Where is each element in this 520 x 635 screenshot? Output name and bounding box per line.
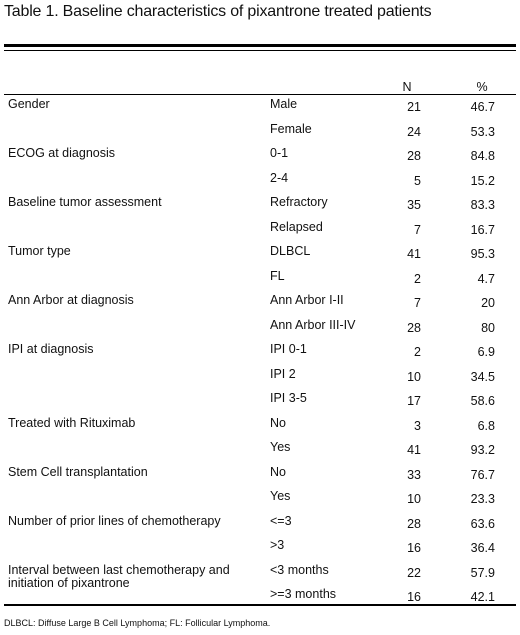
row-pct: 80 [481, 320, 495, 335]
row-n: 7 [414, 296, 421, 310]
row-n: 10 [407, 369, 421, 384]
row-pct: 42.1 [470, 590, 495, 604]
row-pct: 20 [481, 296, 495, 310]
row-category: 0-1 [270, 146, 289, 160]
row-pct: 58.6 [470, 394, 495, 408]
top-rule-thin [4, 50, 516, 51]
row-n: 21 [407, 100, 421, 114]
row-pct: 76.7 [470, 467, 495, 482]
row-n: 10 [407, 492, 421, 506]
row-label: Stem Cell transplantation [8, 464, 148, 479]
row-label: IPI at diagnosis [8, 342, 94, 356]
row-n: 24 [407, 124, 421, 139]
row-category: Yes [270, 489, 291, 503]
row-n: 2 [414, 271, 421, 286]
row-n: 33 [407, 467, 421, 482]
row-category: IPI 3-5 [270, 391, 307, 405]
row-category: Female [270, 121, 312, 136]
row-pct: 53.3 [470, 124, 495, 139]
row-label: Tumor type [8, 244, 71, 258]
table-footnote: DLBCL: Diffuse Large B Cell Lymphoma; FL: Follicular Lymphoma. [4, 618, 271, 628]
row-n: 17 [407, 394, 421, 408]
row-label: Interval between last chemotherapy and initiation of pixantrone [8, 562, 230, 590]
row-n: 22 [407, 565, 421, 580]
row-pct: 93.2 [470, 443, 495, 457]
row-n: 28 [407, 149, 421, 163]
header-rule [4, 94, 516, 95]
row-pct: 63.6 [470, 516, 495, 531]
row-category: Ann Arbor III-IV [270, 317, 356, 332]
row-category: IPI 0-1 [270, 342, 307, 356]
table-title: Table 1. Baseline characteristics of pixantrone treated patients [4, 3, 432, 20]
row-label: Baseline tumor assessment [8, 195, 162, 209]
row-n: 5 [414, 173, 421, 188]
row-pct: 6.9 [477, 345, 495, 359]
row-n: 41 [407, 443, 421, 457]
row-pct: 15.2 [470, 173, 495, 188]
row-category: 2-4 [270, 170, 289, 185]
row-pct: 46.7 [470, 100, 495, 114]
row-category: DLBCL [270, 244, 311, 258]
row-pct: 57.9 [470, 565, 495, 580]
row-category: IPI 2 [270, 366, 296, 381]
column-header-pct: % [476, 80, 488, 94]
row-pct: 36.4 [470, 541, 495, 555]
bottom-rule-thick [4, 604, 516, 606]
row-label: Ann Arbor at diagnosis [8, 293, 134, 307]
row-n: 2 [414, 345, 421, 359]
row-category: >=3 months [270, 587, 337, 601]
row-n: 28 [407, 516, 421, 531]
row-label: Gender [8, 97, 50, 111]
row-n: 16 [407, 590, 421, 604]
row-n: 3 [414, 418, 421, 433]
row-category: Refractory [270, 195, 328, 209]
row-label: ECOG at diagnosis [8, 146, 115, 160]
row-category: Ann Arbor I-II [270, 293, 344, 307]
row-n: 7 [414, 222, 421, 237]
row-category: Male [270, 97, 298, 111]
row-category: Yes [270, 440, 291, 454]
row-category: >3 [270, 538, 285, 552]
row-category: No [270, 415, 286, 430]
row-pct: 16.7 [470, 222, 495, 237]
row-pct: 84.8 [470, 149, 495, 163]
row-pct: 4.7 [477, 271, 495, 286]
row-category: FL [270, 268, 285, 283]
row-category: <=3 [270, 513, 292, 528]
row-pct: 6.8 [477, 418, 495, 433]
row-pct: 95.3 [470, 247, 495, 261]
row-n: 41 [407, 247, 421, 261]
row-category: No [270, 464, 286, 479]
row-label: Number of prior lines of chemotherapy [8, 513, 221, 528]
row-pct: 23.3 [470, 492, 495, 506]
column-header-n: N [402, 80, 412, 94]
row-n: 28 [407, 320, 421, 335]
row-label: Treated with Rituximab [8, 415, 136, 430]
row-n: 35 [407, 198, 421, 212]
row-n: 16 [407, 541, 421, 555]
row-category: <3 months [270, 562, 329, 577]
row-pct: 83.3 [470, 198, 495, 212]
row-category: Relapsed [270, 219, 323, 234]
row-pct: 34.5 [470, 369, 495, 384]
top-rule-thick [4, 44, 516, 47]
